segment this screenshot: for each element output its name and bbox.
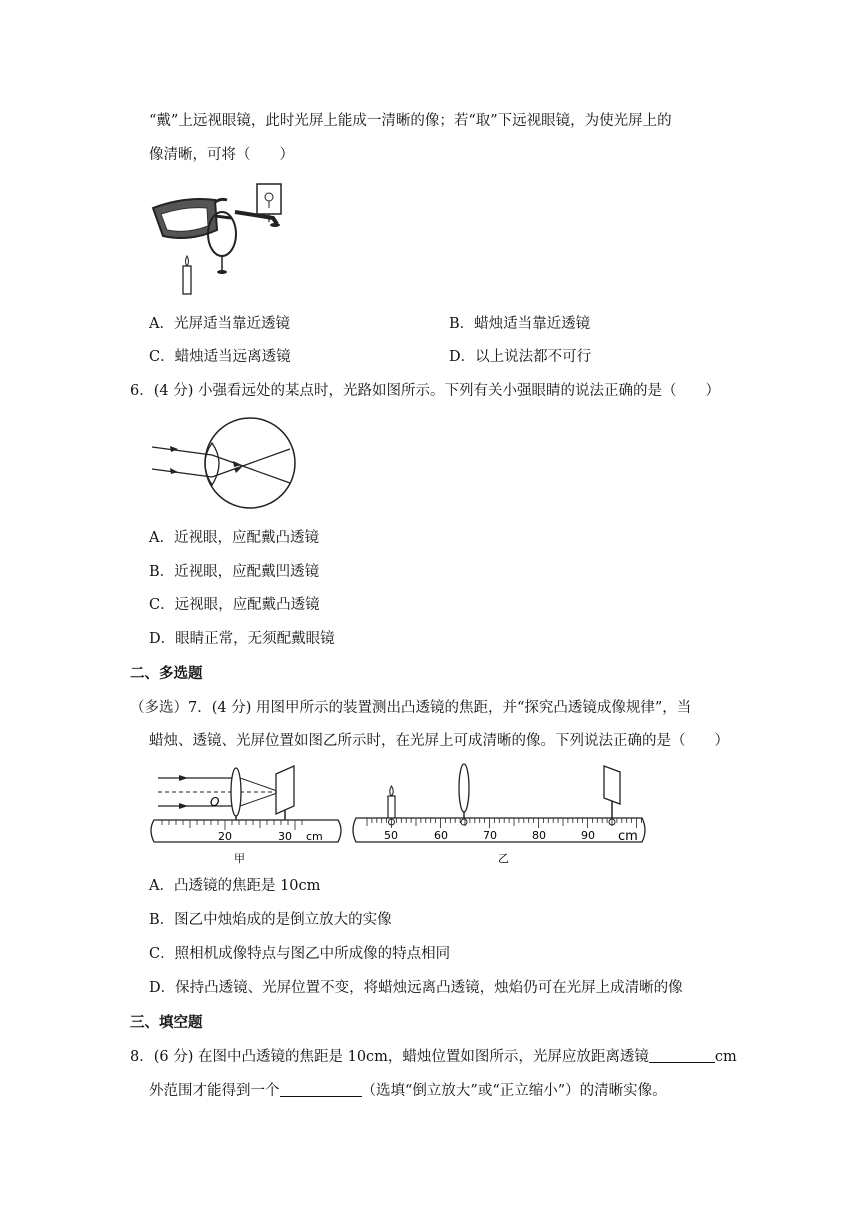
- tick-label-90: 90: [581, 829, 595, 842]
- q8-answer-blank-1[interactable]: [649, 1048, 715, 1063]
- focal-point-label: O: [210, 795, 220, 809]
- convex-lens-icon: [459, 764, 469, 822]
- figure-caption-yi: 乙: [498, 852, 509, 865]
- q6-option-b: B．近视眼，应配戴凹透镜: [149, 564, 320, 580]
- q5-option-d: D．以上说法都不可行: [449, 349, 592, 365]
- tick-label-50: 50: [384, 829, 398, 842]
- q5-option-a: A．光屏适当靠近透镜: [149, 316, 290, 332]
- ruler: [151, 820, 341, 843]
- tick-label-80: 80: [532, 829, 546, 842]
- q7-option-d: D．保持凸透镜、光屏位置不变，将蜡烛远离凸透镜，烛焰仍可在光屏上成清晰的像: [149, 980, 683, 996]
- section-heading-multi-choice: 二、多选题: [130, 665, 203, 682]
- section-heading-fill-blank: 三、填空题: [130, 1014, 203, 1031]
- q8-line1: [130, 1047, 737, 1067]
- q5-line2: 像清晰，可将（ ）: [149, 147, 294, 163]
- convex-lens-icon: [231, 768, 241, 816]
- q8-text-2a: 外范围才能得到一个: [149, 1083, 280, 1099]
- q6-option-d: D．眼睛正常，无须配戴眼镜: [149, 631, 335, 647]
- q7-option-c: C．照相机成像特点与图乙中所成像的特点相同: [149, 946, 451, 962]
- figure-yi: [350, 744, 650, 869]
- q5-option-b: B．蜡烛适当靠近透镜: [449, 316, 591, 332]
- tick-label-60: 60: [434, 829, 448, 842]
- light-screen-icon: [276, 766, 294, 814]
- q7-line1: （多选）7．(4 分) 用图甲所示的装置测出凸透镜的焦距，并“探究凸透镜成像规律”，当: [130, 700, 692, 716]
- q8-text-2b: （选填“倒立放大”或“正立缩小”）的清晰实像。: [361, 1083, 667, 1099]
- q5-option-c: C．蜡烛适当远离透镜: [149, 349, 291, 365]
- light-screen-icon: [604, 766, 620, 822]
- q6-stem: 6．(4 分) 小强看远处的某点时，光路如图所示。下列有关小强眼睛的说法正确的是（ ）: [130, 383, 720, 399]
- ruler: [353, 818, 645, 844]
- tick-label-30: 30: [278, 830, 292, 843]
- figure-jia: [148, 766, 348, 866]
- tick-label-cm: cm: [306, 830, 323, 843]
- q7-line2: 蜡烛、透镜、光屏位置如图乙所示时，在光屏上可成清晰的像。下列说法正确的是（ ）: [149, 733, 729, 749]
- tick-label-cm: cm: [618, 829, 638, 844]
- tick-label-70: 70: [483, 829, 497, 842]
- q8-answer-blank-2[interactable]: [280, 1082, 362, 1097]
- q7-option-b: B．图乙中烛焰成的是倒立放大的实像: [149, 912, 392, 928]
- q8-text-1a: 8．(6 分) 在图中凸透镜的焦距是 10cm，蜡烛位置如图所示，光屏应放距离透镜: [130, 1049, 649, 1065]
- q8-text-1b: cm: [714, 1049, 737, 1065]
- q6-option-c: C．远视眼，应配戴凸透镜: [149, 597, 320, 613]
- glasses-figure: [145, 178, 315, 298]
- q7-option-a: A．凸透镜的焦距是 10cm: [149, 878, 321, 894]
- candle-icon: [388, 786, 395, 822]
- figure-caption-jia: 甲: [234, 852, 245, 865]
- q5-line1: “戴”上远视眼镜，此时光屏上能成一清晰的像；若“取”下远视眼镜，为使光屏上的: [149, 113, 672, 129]
- tick-label-20: 20: [218, 830, 232, 843]
- q6-option-a: A．近视眼，应配戴凸透镜: [149, 530, 319, 546]
- candle-icon: [183, 256, 191, 294]
- q8-line2: [149, 1081, 667, 1101]
- eye-diagram: [150, 413, 290, 513]
